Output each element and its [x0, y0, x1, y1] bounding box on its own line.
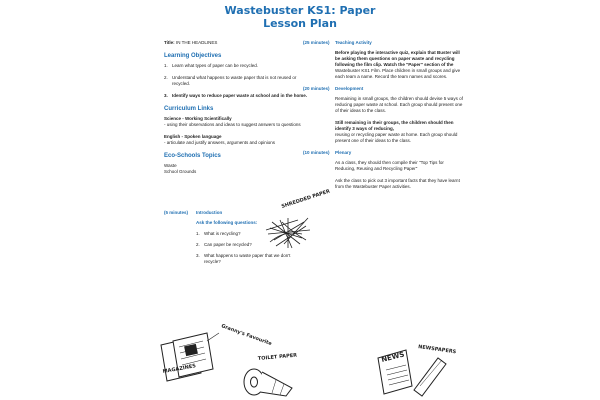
- english-title: English - Spoken language: [164, 134, 222, 139]
- teaching-section: [303, 40, 463, 80]
- title-line-2: Lesson Plan: [263, 17, 337, 30]
- intro-ask: Ask the following questions:: [196, 220, 258, 225]
- objective-item: 1. Learn what types of paper can be recycled.: [164, 63, 259, 68]
- left-column: [164, 40, 314, 175]
- plenary-para: As a class, they should then compile their "Top Tips for Reducing, Reusing and Recycling Paper": [335, 160, 444, 171]
- intro-label: Introduction: [196, 210, 223, 215]
- english-text: - articulate and justify answers, arguments and opinions: [164, 140, 276, 145]
- teaching-time: (25 minutes): [303, 40, 330, 45]
- magazines-label: MAGAZINES: [162, 363, 197, 375]
- question-item: 2. Can paper be recycled?: [196, 242, 252, 247]
- right-column: [303, 40, 463, 196]
- eco-item: School Grounds: [164, 169, 197, 174]
- plenary-section: [303, 150, 463, 190]
- science-text: - using their observations and ideas to suggest answers to questions: [164, 122, 301, 127]
- objective-item: 2. Understand what happens to waste paper that is not reused or recycled.: [164, 75, 297, 86]
- eco-item: Waste: [164, 163, 177, 168]
- plenary-time: (10 minutes): [303, 150, 330, 155]
- lesson-title: [0, 4, 600, 30]
- title-line-1: Wastebuster KS1: Paper: [224, 4, 376, 17]
- objectives-heading: Learning Objectives: [164, 53, 222, 59]
- title-row: [164, 40, 314, 46]
- science-title: Science - Working Scientifically: [164, 116, 232, 121]
- development-para: reusing or recycling paper waste at home. Each group should present one of their ideas to the class.: [335, 132, 458, 143]
- title-label: Title:: [164, 40, 175, 45]
- toilet-paper-doodle: [240, 352, 305, 400]
- question-item: 1. What is recycling?: [196, 231, 241, 236]
- granny-label: Granny's Favourite: [220, 323, 273, 348]
- objectives-list: [164, 63, 314, 99]
- shredded-paper-doodle: [262, 188, 332, 255]
- eco-heading: Eco-Schools Topics: [164, 153, 221, 159]
- development-label: Development: [335, 86, 364, 91]
- development-para: Remaining in small groups, the children should devise 5 ways of reducing paper waste at school. Each group should present one of their ideas to the class.: [335, 96, 463, 113]
- newspapers-doodle: [370, 340, 460, 398]
- title-value: IN THE HEADLINES: [175, 40, 218, 45]
- toilet-label: TOILET PAPER: [257, 352, 298, 362]
- teaching-para: Before playing the interactive quiz, explain that Buster will be asking them questions on paper waste and recycling following the film clip. Watch the "Paper" section of the: [335, 50, 460, 67]
- development-section: [303, 86, 463, 144]
- teaching-label: Teaching Activity: [335, 40, 372, 45]
- curriculum-heading: Curriculum Links: [164, 106, 214, 112]
- development-para: Still remaining in their groups, the children should then identify 3 ways of reducing,: [335, 120, 454, 131]
- plenary-label: Plenary: [335, 150, 352, 155]
- objective-item: 3. Identify ways to reduce paper waste at school and in the home.: [164, 93, 308, 98]
- shredded-label: SHREDDED PAPER: [280, 188, 331, 210]
- teaching-para: Wastebuster KS1 Film. Place children in small groups and give each team a name. Record the team names and scores.: [335, 68, 461, 79]
- question-item: 3. What happens to waste paper that we don't recycle?: [196, 253, 291, 264]
- intro-time: (5 minutes): [164, 210, 189, 215]
- development-time: (20 minutes): [303, 86, 330, 91]
- news-label: NEWS: [380, 350, 406, 364]
- newspapers-label: NEWSPAPERS: [417, 344, 457, 356]
- plenary-para: Ask the class to pick out 3 important facts that they have learnt from the Wastebuster Paper activities.: [335, 178, 460, 189]
